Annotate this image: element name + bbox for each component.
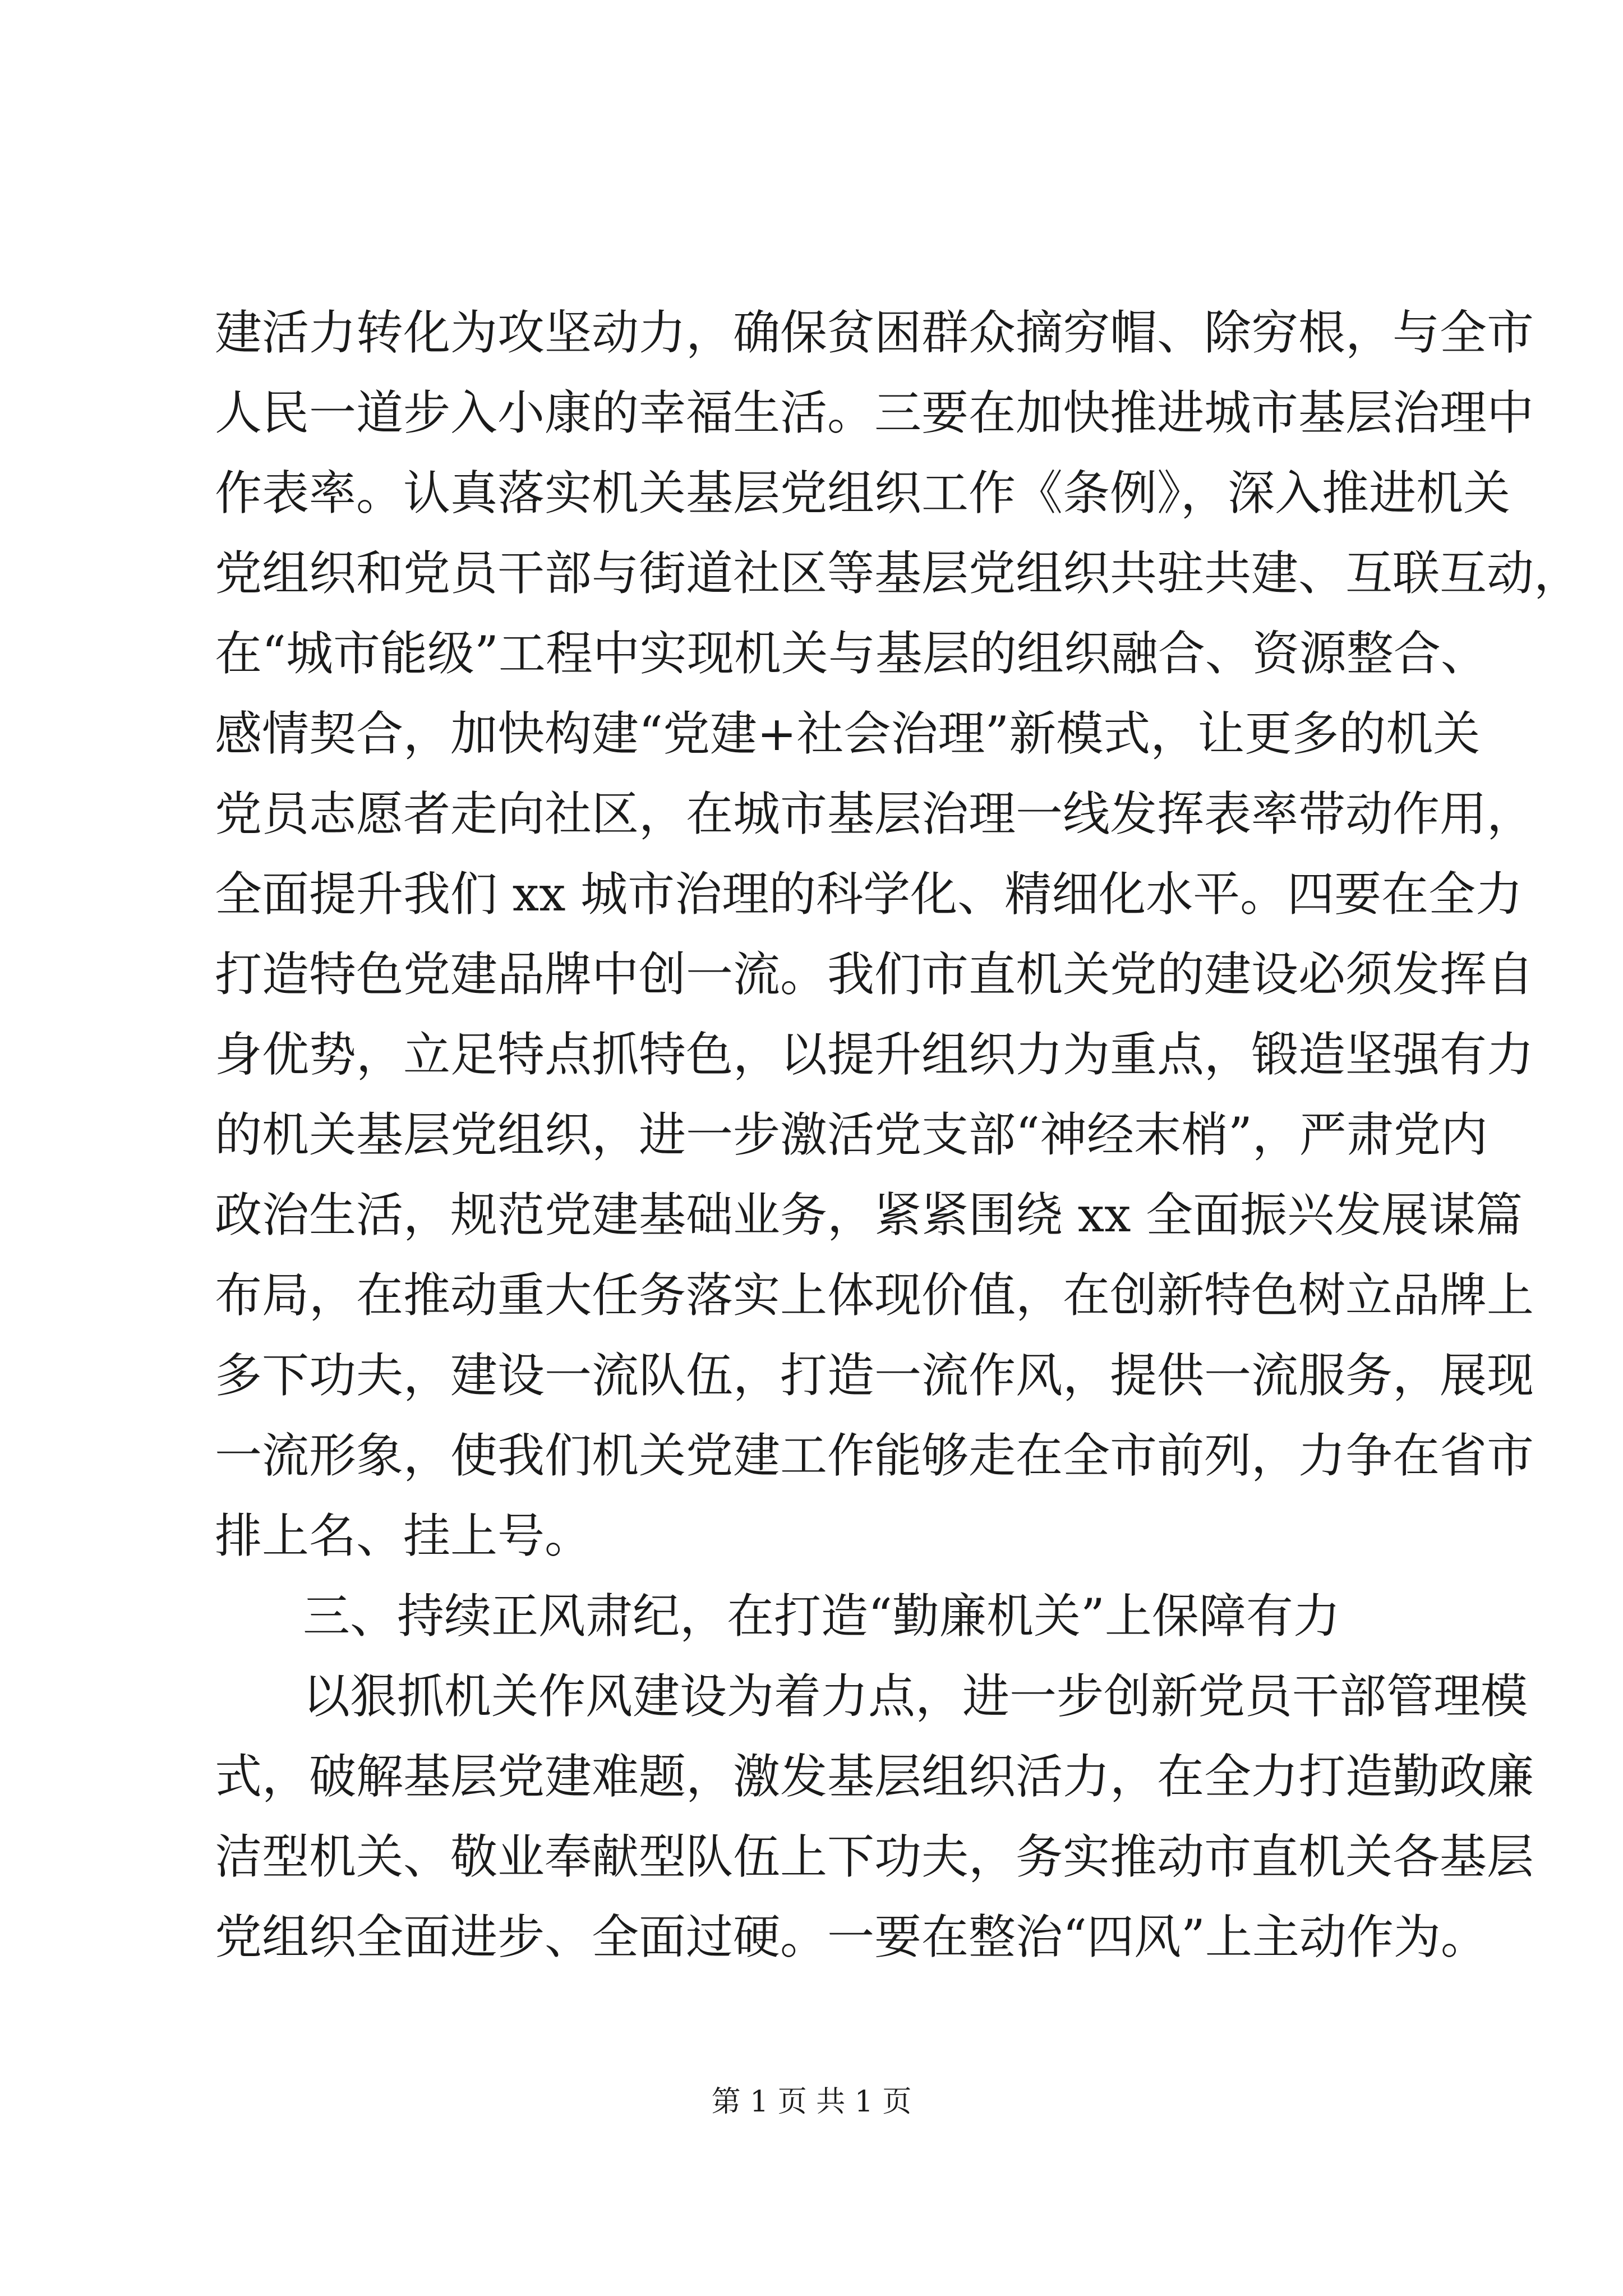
body-line: 一流形象，使我们机关党建工作能够走在全市前列，力争在省市	[215, 1428, 1534, 1483]
body-line: 多下功夫，建设一流队伍，打造一流作风，提供一流服务，展现	[215, 1348, 1534, 1403]
body-line: 洁型机关、敬业奉献型队伍上下功夫，务实推动市直机关各基层	[215, 1829, 1534, 1884]
body-line: 在“城市能级”工程中实现机关与基层的组织融合、资源整合、	[215, 626, 1488, 681]
body-line: 建活力转化为攻坚动力，确保贫困群众摘穷帽、除穷根，与全市	[215, 305, 1534, 360]
page-number-footer: 第 1 页 共 1 页	[711, 2085, 912, 2119]
body-line: 身优势，立足特点抓特色，以提升组织力为重点，锻造坚强有力	[215, 1027, 1534, 1082]
body-line: 感情契合，加快构建“党建+社会治理”新模式，让更多的机关	[215, 706, 1481, 761]
body-line: 党员志愿者走向社区，在城市基层治理一线发挥表率带动作用，	[215, 786, 1534, 841]
body-line: 作表率。认真落实机关基层党组织工作《条例》，深入推进机关	[215, 466, 1511, 521]
body-line: 党组织和党员干部与街道社区等基层党组织共驻共建、互联互动，	[215, 546, 1581, 601]
body-line: 排上名、挂上号。	[215, 1508, 592, 1563]
body-line: 以狠抓机关作风建设为着力点，进一步创新党员干部管理模	[303, 1669, 1528, 1724]
section-heading: 三、持续正风肃纪，在打造“勤廉机关”上保障有力	[303, 1589, 1340, 1644]
body-line: 的机关基层党组织，进一步激活党支部“神经末梢”，严肃党内	[215, 1107, 1488, 1162]
body-line: 人民一道步入小康的幸福生活。三要在加快推进城市基层治理中	[215, 385, 1534, 440]
body-line: 全面提升我们 xx 城市治理的科学化、精细化水平。四要在全力	[215, 867, 1523, 922]
body-line: 布局，在推动重大任务落实上体现价值，在创新特色树立品牌上	[215, 1268, 1534, 1323]
body-line: 打造特色党建品牌中创一流。我们市直机关党的建设必须发挥自	[215, 947, 1534, 1002]
body-line: 政治生活，规范党建基础业务，紧紧围绕 xx 全面振兴发展谋篇	[215, 1188, 1523, 1243]
body-line: 式，破解基层党建难题，激发基层组织活力，在全力打造勤政廉	[215, 1749, 1534, 1804]
body-line: 党组织全面进步、全面过硬。一要在整治“四风”上主动作为。	[215, 1910, 1488, 1964]
